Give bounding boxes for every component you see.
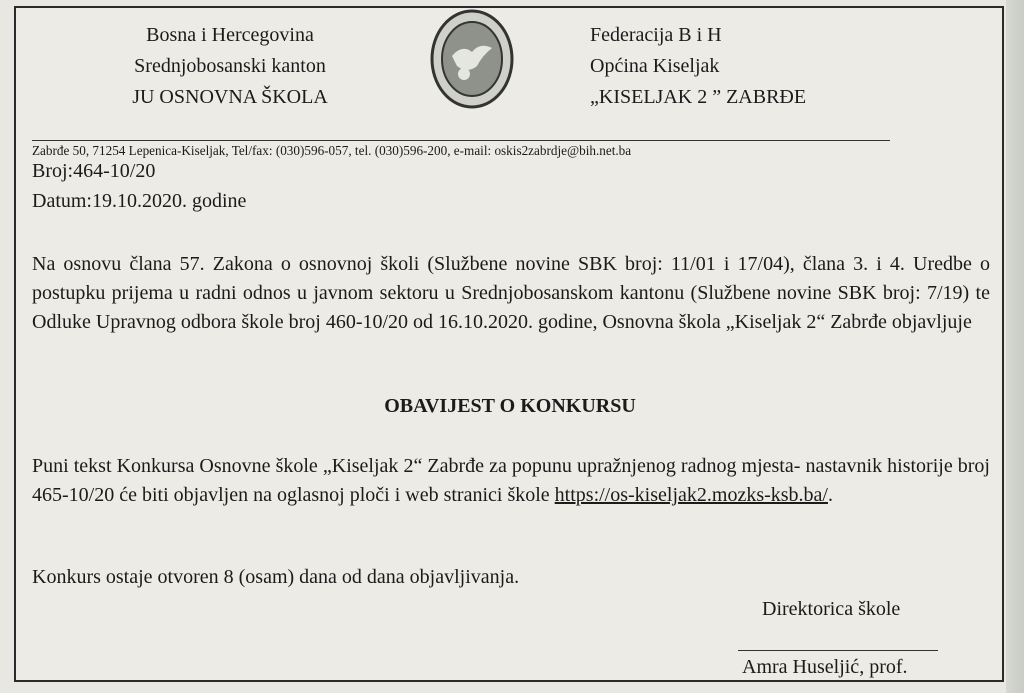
body-text: Puni tekst Konkursa Osnovne škole „Kiseljak 2“ Zabrđe za popunu upražnjenog radnog mjesta- nastavnik historije broj 465-10/20 će biti objavljen na oglasnoj ploči i web stranici škole xyxy=(32,455,990,506)
body-paragraph xyxy=(32,452,990,510)
signature-title: Direktorica škole xyxy=(762,598,901,620)
header-canton: Srednjobosanski kanton xyxy=(134,55,326,77)
header-federation: Federacija B i H xyxy=(590,24,722,46)
closing-text: Konkurs ostaje otvoren 8 (osam) dana od dana objavljivanja. xyxy=(32,566,520,588)
page-edge xyxy=(1006,0,1024,693)
header-country: Bosna i Hercegovina xyxy=(146,24,314,46)
doc-date: Datum:19.10.2020. godine xyxy=(32,190,247,212)
address-line: Zabrđe 50, 71254 Lepenica-Kiseljak, Tel/fax: (030)596-057, tel. (030)596-200, e-mail: oskis2zabrdje@bih.net.ba xyxy=(32,140,890,159)
header-right xyxy=(590,20,890,113)
header-municipality: Općina Kiseljak xyxy=(590,55,720,77)
intro-paragraph: Na osnovu člana 57. Zakona o osnovnoj školi (Službene novine SBK broj: 11/01 i 17/04), člana 3. i 4. Uredbe o postupku prijema u radni odnos u javnom sektoru u Srednjobosanskom kantonu (Službene novine SBK broj: 7/19) te Odluke Upravnog odbora škole broj 460-10/20 od 16.10.2020. godine, Osnovna škola „Kiseljak 2“ Zabrđe objavljuje xyxy=(32,253,990,333)
school-seal-icon xyxy=(422,4,522,114)
header-school: JU OSNOVNA ŠKOLA xyxy=(132,86,328,108)
header-left xyxy=(100,20,360,113)
header-school-name: „KISELJAK 2 ” ZABRĐE xyxy=(590,86,807,108)
signature-line xyxy=(738,650,938,651)
notice-title: OBAVIJEST O KONKURSU xyxy=(384,395,636,417)
signature-name: Amra Huseljić, prof. xyxy=(742,656,908,678)
school-website-link[interactable]: https://os-kiseljak2.mozks-ksb.ba/ xyxy=(554,484,828,506)
doc-number: Broj:464-10/20 xyxy=(32,160,156,182)
body-suffix: . xyxy=(827,484,833,506)
